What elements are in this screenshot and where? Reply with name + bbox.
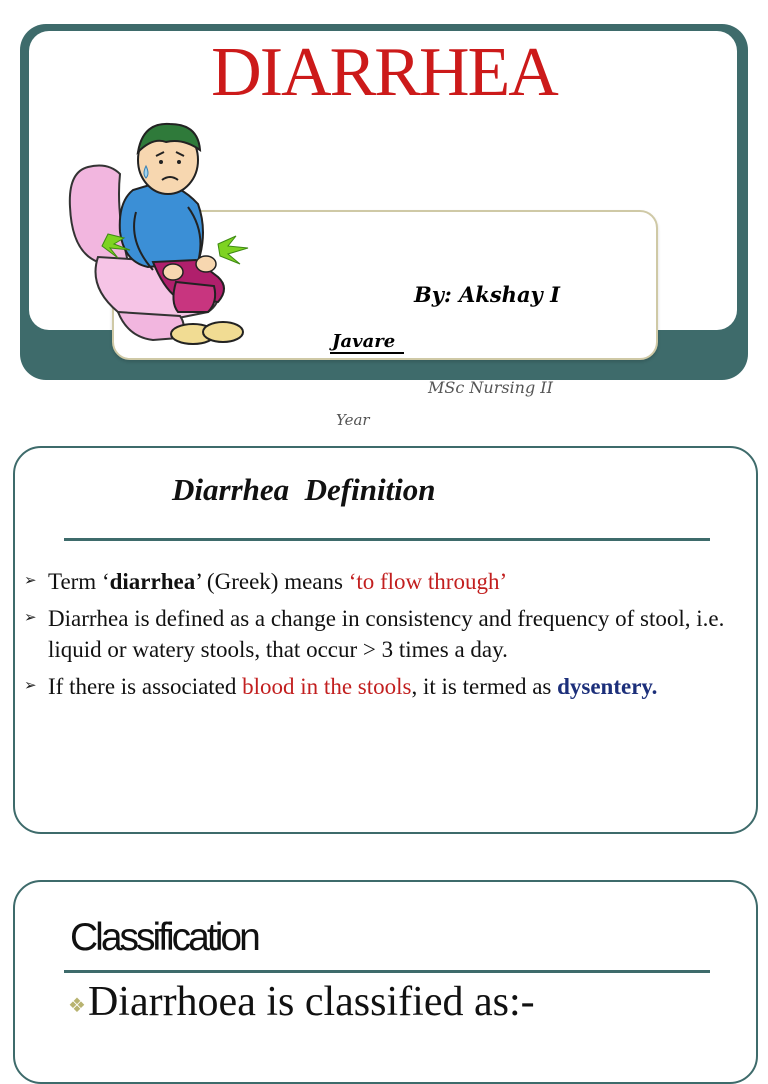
course-line-1: MSc Nursing II: [428, 378, 553, 397]
definition-bullet-list: [24, 566, 744, 708]
slide-title: DIARRHEA: [211, 34, 557, 111]
bullet-3-middle: , it is termed as: [411, 674, 558, 699]
author-name-line-2: Javare: [332, 331, 396, 352]
term-meaning: ‘to flow through’: [348, 569, 508, 594]
bullet-1-middle: ’ (Greek) means: [195, 569, 349, 594]
bullet-1-prefix: Term ‘: [48, 569, 110, 594]
bullet-3-prefix: If there is associated: [48, 674, 243, 699]
blood-in-stools-highlight: blood in the stools: [242, 674, 412, 699]
sick-boy-on-toilet-illustration: [58, 112, 270, 352]
arrow-bullet-icon: ➢: [24, 610, 37, 626]
term-diarrhea: diarrhea: [109, 569, 196, 594]
heading-divider: [64, 538, 710, 541]
definition-heading: Diarrhea Definition: [172, 472, 436, 507]
arrow-bullet-icon: ➢: [24, 678, 37, 694]
course-line-2: Year: [336, 411, 370, 429]
classification-heading: Classification: [70, 916, 258, 959]
classification-bullet-text: Diarrhoea is classified as:-: [87, 979, 535, 1025]
classification-divider: [64, 970, 710, 973]
term-dysentery: dysentery.: [557, 674, 658, 699]
diamond-bullet-icon: ❖: [68, 994, 86, 1017]
arrow-bullet-icon: ➢: [24, 573, 37, 589]
author-name-line-1: By: Akshay I: [414, 282, 560, 307]
bullet-definition: [24, 603, 744, 665]
author-underline: [330, 352, 404, 354]
bullet-dysentery: [24, 671, 744, 702]
bullet-2-text: Diarrhea is defined as a change in consistency and frequency of stool, i.e. liquid or watery stools, that occur > 3 times a day.: [48, 606, 725, 662]
classification-bullet: [68, 978, 535, 1026]
bullet-term-meaning: [24, 566, 744, 597]
